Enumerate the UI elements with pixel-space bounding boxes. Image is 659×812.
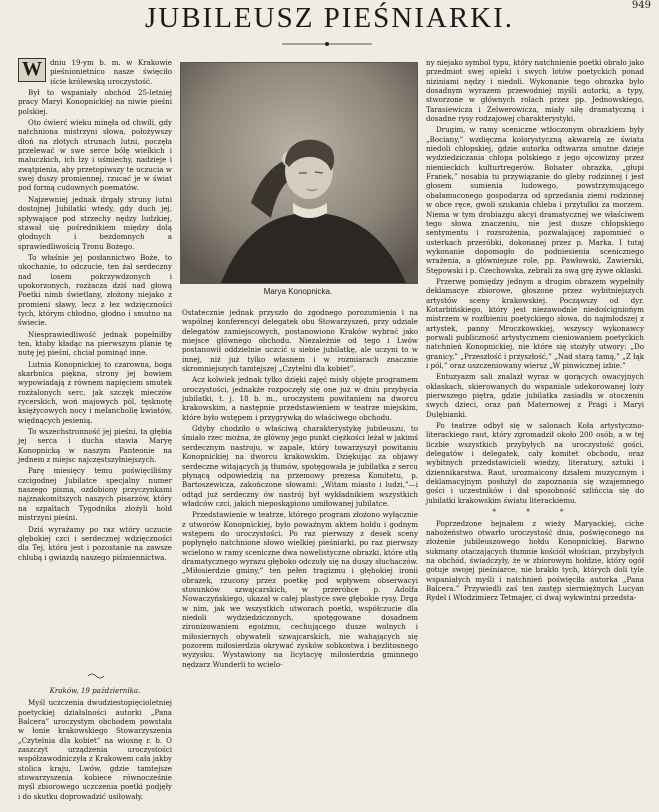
paragraph: Acz kolwiek jednak tylko dzięki zajęć misły objęte programem uroczystości, jednakże rozpoczęły się one już w dniu przybycia jubilatki, t. j. 18 b. m., uroczystem powitaniem na dworcu krakowskim, a następnie przedstawieniem w teatrze miejskim, które było wstępem i przygrywką do właściwego obchodu. bbox=[182, 375, 418, 422]
middle-column bbox=[182, 308, 418, 671]
paragraph: Po teatrze odbył się w salonach Koła artystyczno-literackiego raut, który zgromadził około 200 osób, a w tej liczbie wszystkich przybyłych na uroczystość gości, delegatów i delegatek, cały komitet obchodu, oraz wybitnych przedstawicieli wiedzy, literatury, sztuki i dziennikarstwa. Raut, urozmaicony działem muzycznym i deklamacyjnym posłużył do zapoznania się wzajemnego gości i uczestników i dał sposobność szlińccia się do jubilatki krakowskim światu literackiemu. bbox=[426, 421, 644, 505]
section-ornament bbox=[86, 672, 106, 680]
paragraph: Przerwę pomiędzy jednym a drugim obrazem wypełniły deklamacye zbiorowe, głoszone przez wybitniejszych artystów sceny krakowskiej. Począwszy od dyr. Kotarbińskiego, który jest niezawodnie niedościgniońym mistrzem w rozłbieniu poetyckiego słowa, do najmłodszej z artystek, panny Mroczkowskiej, wszyscy wykonawcy porwali publiczność artystycznem cieniowaniem poetyckich natchnień Konopnickiej, nie które się stożyły utwory: „Do granicy,” „Przeszłość i przyszłość,” „Nad starą tamą,” „Z łąk i pól,” oraz uszczeniowany wiersz „W pinwicznej izbie.” bbox=[426, 276, 644, 370]
paragraph: Myśl uczczenia dwudziestopięcioletniej poetyckiej działalności autorki „Pana Balcera” uroczystym obchodem powstała w łonie krakowskiego Stowarzyszenia „Czytelnia dla kobiet” na wiosnę r. b. O zaszczyt urządzenia uroczystości współzawodniczyła z Krakowem cała jakby stolica kraju, Lwów, gdzie tamtejsze stowarzyszenia kobiece równocześnie myśl zbiorowego uczczenia poetki podjęły i do skutku doprowadzić usiłowały. bbox=[18, 698, 173, 801]
page-number: 949 bbox=[631, 0, 651, 11]
right-column bbox=[426, 58, 644, 605]
paragraph: Przedstawienie w teatrze, którego program złożono wyłącznie z utworów Konopnickiej, było powaźnym aktem hołdu i godnym wstępem do uroczystości. Po raz pierwszy z desek sceny popłynęło natchnione słowo wielkiej pieśniarki, po raz pierwszy wcielono w ramy sceniczne dwa nowelistyczne obrazki, które stłą dramatycznego wyrazu głęboko odczuły się na duszy słuchaczów. „Miłosierdzie gminy,” ten pełen tragizmu i głębokiej ironii obrazek, rzucony przez poetkę pod wpływem obserwacyi stosunków szwajcarskich, w przeróbce p. Adolfa Nowaczyńskiego, ukazał w całej plastyce swe głębokie rysy. Drga w nim, jak we wszystkich utworach poetki, współczucie dla niedoli wydziedziczonych, spotęgowane dosadnem zironizowaniem egoizmu, cechującego dusze wolnych i miłosiernych obywateli szwajcarskich, nie wahających się pozorem miłosierdzia okrywać zysków sobkostwa i bezlitosnego wyzysku. Wystawiony na licytacyę miłosierdzia gminnego nędzarz Wunderli to wcielo- bbox=[182, 510, 418, 669]
paragraph: Niesprawiedliwość jednak popełniłby ten, ktoby kładąc na pierwszym planie tę nutę jej pieśni, chciał pominąć inne. bbox=[18, 329, 172, 358]
paragraph: Ostatecznie jednak przyszło do zgodnego porozumienia i na wspólnej konferencyi delegatek obu Stowarzyszeń, przy udziale delegatów zamiejscowych, postanowiono Kraków wybrać jako miejsce głównego obchodu. Niezależnie od tego i Lwów postanowił oddzielnie uczcić u siebie jubilatkę, ale uczyni to w innej, niż już tylko własnem i w rozmiarach znacznie skromniejszych tamtejszej „Czytelni dla kobiet”. bbox=[182, 308, 418, 374]
paragraph: To wszechstronność jej pieśni, ta głębia jej serca i ducha stawia Maryę Konopnicką w naszym Panteonie na jednem z miejsc najczęstszyłniejszych. bbox=[18, 427, 172, 465]
paragraph: Entuzyazm sali znalazł wyraz w gorących owacyjnych oklaskach, skierowanych do wspaniale udekorowanej loży pierwszego piętra, gdzie jubilatka zasiadła w otoczeniu swych dzieci, oraz pań Maternowej z Pragi i Maryi Dulębianki. bbox=[426, 372, 644, 419]
left-column bbox=[18, 58, 172, 564]
article-title: JUBILEUSZ PIEŚNIARKI. bbox=[144, 2, 515, 34]
paragraph: ny niejako symbol typu, który natchnienie poetki obrało jako przedmiot swej opieki i swych lotów poetyckich ponad niziniami nędzy i niedoli. Wykonanie tego obrazka było dosadnym wyrazem przewodniej myśli autorki, a typy, stworzone w głównych rolach przez pp. Jednowskiego, Tarasiewicza i Zelwerowicza, miały siłę dramatyczną i dosadne rysy rodzajowej charakterystyki. bbox=[426, 58, 644, 124]
portrait-image bbox=[181, 63, 417, 283]
paragraph: Poprzedzone hejnałem z wieży Maryackiej, ciche nabożeństwo otwarło uroczystość dnia, poświęconego na złożenie jubileuszowego hołdu Konopnickiej. Barwno sukmany otaczających tłumnie kościół włościan, przybyłych na obchód, świadczyły, że w zbiorowym hołdzie, który ogół gotuje swojej pieśniarce, nie brakło tych, których doli tyle wspaniałych myśli i natchnień poświęciła autorka „Pana Balcera.” Przywiedli zaś ten zastęp siermiężnych Lucyan Rydel i Włodzimierz Tetmajer, ci dwaj wykwintni przedsta- bbox=[426, 518, 644, 603]
paragraph: To właśnie jej posłannictwo Boże, to ukochanie, to odczucie, ten żal serdeczny nad losem pokrzywdzonych i upokorzonych, rozżacza dziś nad głową Poetki nimb świetlany, złożony niejako z promieni sławy, lecz z łez wdzięczności tych, którym chłodno, głodno i smutno na świecie. bbox=[18, 252, 172, 328]
paragraph: Był to wspaniały obchód 25-letniej pracy Maryi Konopnickiej na niwie pieśni polskiej. bbox=[18, 88, 172, 116]
section-stars: * * * bbox=[492, 507, 578, 517]
paragraph: Oto ćwierć wieku minęła od chwili, gdy natchniona mistrzyni słowa, położywszy dłoń na złotych strunach lutni, poczęła przelewać w swe serce bólę wielkich i maluczkich, ich łzy i uśmiechy, nadzieje i zwątpienia, aby przetopiwszy te uczucia w swej duszy promiennej, rzucać je w świat pod formą cudownych poematów. bbox=[18, 118, 172, 193]
paragraph: Parę miesięcy temu poświęciliśmy czcigodnej Jubilatce specjalny numer naszego pisma, ozdobiony przyczynkami najznakomitszych naszych pisarzów, który na szpaltach Tygodnika złożyli hold mistrzyni pieśni. bbox=[18, 466, 172, 523]
title-ornament bbox=[282, 40, 372, 48]
left-column-bottom bbox=[18, 684, 172, 803]
dateline: Kraków, 19 października. bbox=[49, 686, 141, 695]
portrait-caption: Marya Konopnicka. bbox=[263, 287, 333, 296]
paragraph: Drugim, w ramy sceniczne wtłoczonym obrazkiem były „Bociany,” wzdięczna kolorystyczną akwarelą ze świata niedoli chłopskiej, gdzie autorka odtwarza smutne dzieje wydziedziczania chłopa polskiego z jego ojcowizny przez niemieckich kulturtregerów. Bohater obrazka, „głupi Franek,” nosabia tu przywiązanie do gleby rodzinnej i jest głosem sumienia ludowego, powstrzymującego obałamuconego gospodarza od sprzedania ziemi rodzinnej w obce ręce, gwoli szukania chleba i przytułku za morzem. Niema w tym drobiazgu akcyi dramatycznej we właściwem tego słowa znaczeniu, nie jest dusze chłopskiego sentymentu i rozsrożenia, pozwalającej zapomnieć o usterkach przeróbki, dokonanej przez p. Marka. I tutaj wykonanie dopomogło do podniesienia scenicznego wrażenia, a główniejsze role, pp. Pawłowski, Zawierski, Stępowski i p. Czechowska, zebrali za swą grę żywe oklaski. bbox=[426, 125, 644, 275]
paragraph: Najzewniej jednak drgały struny lutni dostojnej Jubilatki wtedy, gdy duch jej, spływające pod strzechy nędzy ludzkiej, stawał się pośrednikiem między dolą głodnych i bezdomnych a sprawiedliwością Tronu Bożego. bbox=[18, 194, 172, 251]
paragraph: Lutnia Konopnickiej to czarowna, boga skarbnica piękna, strony jej bowiem wypowiadają z równem napięciem smutek rozżalonych serc, jak szczęk mieczów rycerskich, woń majowych pól, tęsknotę księżycowych nocy i melancholię kwiatów, więdnących jesienią. bbox=[18, 359, 172, 425]
dropcap-letter: W bbox=[18, 58, 46, 82]
paragraph: Dziś wyrażamy po raz wtóry uczucie głębokiej czci i serdecznej wdzięczności dla Tej, która jest i pozostanie na zawsze chlubą i gwiazdą naszego piśmiennictwa. bbox=[18, 524, 172, 562]
opening-paragraph: W dniu 19-ym b. m. w Krakowie pieśnionietnico nasze święciło iście królewską uroczystość. bbox=[18, 58, 172, 86]
paragraph: Gdyby chodziło o właściwą charakterystykę jubileuszu, to śmiało rzec można, że główny jego punkt ciężkości leżał w jakimś serdecznym nastroju, w zapale, który towarzyszył powitaniu Konopnickiej na dworcu krakowskim. Dziękując za objawy serdeczne witających ją tłumów, spotęgowała je jubilatka z sercu płynącą odpowiedzią na przemowy prezesa Komitetu, p. Bartoszewicza, zakończone słowami: „Witam miasto i ludzi,”—i odtąd już serdeczny ów nastrój był wykładnikiem wszystkich władców czci, jakich nieposkąpiono umiłowanej jubilatce. bbox=[182, 424, 418, 508]
portrait-engraving bbox=[180, 62, 418, 284]
